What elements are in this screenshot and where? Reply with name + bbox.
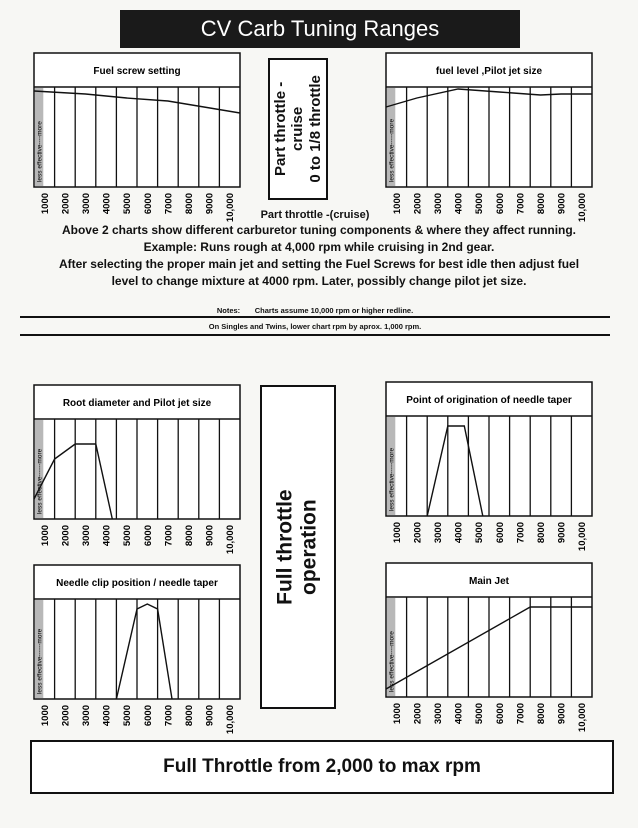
y-axis-label: less effective------more bbox=[36, 628, 44, 694]
x-tick-label: 6000 bbox=[142, 193, 154, 215]
x-tick-label: 2000 bbox=[60, 525, 72, 547]
y-axis-label: less effective----more bbox=[36, 121, 44, 182]
notes-text: Charts assume 10,000 rpm or higher redline. bbox=[254, 306, 414, 315]
y-axis-label: less effective----more bbox=[388, 631, 396, 692]
notes-rule-1 bbox=[20, 316, 610, 318]
x-tick-label: 8000 bbox=[184, 705, 195, 727]
x-tick-label: 3000 bbox=[81, 525, 92, 547]
x-tick-label: 5000 bbox=[474, 522, 486, 544]
x-tick-label: 1000 bbox=[391, 193, 403, 215]
part-throttle-line-3: 0 to 1/8 throttle bbox=[306, 75, 324, 183]
x-tick-label: 7000 bbox=[515, 703, 527, 725]
x-tick-label: 5000 bbox=[122, 705, 134, 727]
x-tick-label: 2000 bbox=[60, 705, 72, 727]
explanation-text bbox=[20, 222, 618, 290]
x-tick-label: 2000 bbox=[60, 193, 72, 215]
x-tick-label: 7000 bbox=[163, 525, 175, 547]
x-tick-label: 3000 bbox=[81, 193, 92, 215]
x-tick-label: 5000 bbox=[474, 193, 486, 215]
explanation-line-2: Example: Runs rough at 4,000 rpm while cruising in 2nd gear. bbox=[143, 240, 495, 254]
x-tick-label: 1000 bbox=[391, 522, 403, 544]
chart-title: Needle clip position / needle taper bbox=[56, 578, 218, 589]
y-axis-label: less effective-----more bbox=[388, 447, 396, 511]
x-tick-label: 4000 bbox=[101, 525, 113, 547]
x-tick-label: 3000 bbox=[81, 705, 92, 727]
x-tick-label: 8000 bbox=[184, 193, 195, 215]
x-tick-label: 7000 bbox=[163, 193, 175, 215]
x-tick-label: 6000 bbox=[494, 703, 506, 725]
x-tick-label: 9000 bbox=[556, 522, 568, 544]
explanation-line-1: Above 2 charts show different carburetor tuning components & where they affect running. bbox=[61, 223, 577, 237]
explanation-line-4: level to change mixture at 4000 rpm. Later, possibly change pilot jet size. bbox=[111, 274, 527, 288]
full-throttle-box bbox=[260, 385, 336, 709]
bottom-banner bbox=[30, 740, 614, 794]
x-tick-label: 5000 bbox=[474, 703, 486, 725]
page-title: CV Carb Tuning Ranges bbox=[120, 10, 520, 48]
x-tick-label: 10,000 bbox=[225, 193, 237, 223]
x-tick-label: 6000 bbox=[142, 705, 154, 727]
part-throttle-line-2: cruise bbox=[289, 106, 307, 152]
x-tick-label: 9000 bbox=[556, 703, 568, 725]
chart-title: Point of origination of needle taper bbox=[406, 395, 572, 406]
x-tick-label: 4000 bbox=[101, 193, 113, 215]
x-tick-label: 6000 bbox=[142, 525, 154, 547]
x-tick-label: 4000 bbox=[453, 703, 465, 725]
x-tick-label: 6000 bbox=[494, 193, 506, 215]
x-tick-label: 9000 bbox=[204, 193, 216, 215]
x-tick-label: 7000 bbox=[515, 193, 527, 215]
x-tick-label: 10,000 bbox=[577, 193, 589, 223]
x-tick-label: 8000 bbox=[184, 525, 195, 547]
x-tick-label: 5000 bbox=[122, 525, 134, 547]
x-tick-label: 4000 bbox=[453, 193, 465, 215]
x-tick-label: 2000 bbox=[412, 193, 424, 215]
x-tick-label: 7000 bbox=[515, 522, 527, 544]
part-throttle-caption: Part throttle -(cruise) bbox=[260, 209, 370, 221]
x-tick-label: 1000 bbox=[391, 703, 403, 725]
x-tick-label: 8000 bbox=[536, 703, 547, 725]
chart-title: Fuel screw setting bbox=[93, 66, 181, 77]
x-tick-label: 2000 bbox=[412, 522, 424, 544]
x-tick-label: 10,000 bbox=[577, 703, 589, 733]
x-tick-label: 1000 bbox=[39, 193, 51, 215]
notes-rule-2 bbox=[20, 334, 610, 336]
notes bbox=[20, 306, 610, 315]
notes-line-2: On Singles and Twins, lower chart rpm by aprox. 1,000 rpm. bbox=[208, 322, 422, 331]
needle-clip-chart bbox=[32, 563, 242, 738]
x-tick-label: 4000 bbox=[453, 522, 465, 544]
x-tick-label: 1000 bbox=[39, 525, 51, 547]
x-tick-label: 1000 bbox=[39, 705, 51, 727]
x-tick-label: 8000 bbox=[536, 522, 547, 544]
bottom-banner-text: Full Throttle from 2,000 to max rpm bbox=[163, 756, 481, 777]
notes-label: Notes: bbox=[216, 306, 241, 315]
needle-taper-origin-chart bbox=[384, 380, 594, 555]
fuel-screw-chart bbox=[32, 51, 242, 226]
x-tick-label: 4000 bbox=[101, 705, 113, 727]
y-axis-label: less effective-----more bbox=[388, 118, 396, 182]
root-diameter-chart bbox=[32, 383, 242, 558]
chart-title: Root diameter and Pilot jet size bbox=[62, 398, 212, 409]
fuel-level-chart bbox=[384, 51, 594, 226]
explanation-line-3: After selecting the proper main jet and setting the Fuel Screws for best idle then adjust fuel bbox=[58, 257, 580, 271]
x-tick-label: 3000 bbox=[433, 703, 444, 725]
x-tick-label: 10,000 bbox=[225, 525, 237, 555]
x-tick-label: 9000 bbox=[204, 705, 216, 727]
x-tick-label: 6000 bbox=[494, 522, 506, 544]
x-tick-label: 7000 bbox=[163, 705, 175, 727]
x-tick-label: 3000 bbox=[433, 193, 444, 215]
x-tick-label: 3000 bbox=[433, 522, 444, 544]
x-tick-label: 5000 bbox=[122, 193, 134, 215]
x-tick-label: 9000 bbox=[204, 525, 216, 547]
x-tick-label: 9000 bbox=[556, 193, 568, 215]
part-throttle-line-1: Part throttle - bbox=[272, 81, 290, 177]
x-tick-label: 8000 bbox=[536, 193, 547, 215]
full-throttle-line-2: operation bbox=[298, 499, 322, 595]
x-tick-label: 2000 bbox=[412, 703, 424, 725]
full-throttle-line-1: Full throttle bbox=[273, 489, 297, 605]
part-throttle-box bbox=[268, 58, 328, 200]
x-tick-label: 10,000 bbox=[577, 522, 589, 552]
main-jet-chart bbox=[384, 561, 594, 736]
chart-title: Main Jet bbox=[468, 576, 510, 587]
x-tick-label: 10,000 bbox=[225, 705, 237, 735]
chart-title: fuel level ,Pilot jet size bbox=[435, 66, 543, 77]
y-axis-label: less effective------more bbox=[36, 448, 44, 514]
